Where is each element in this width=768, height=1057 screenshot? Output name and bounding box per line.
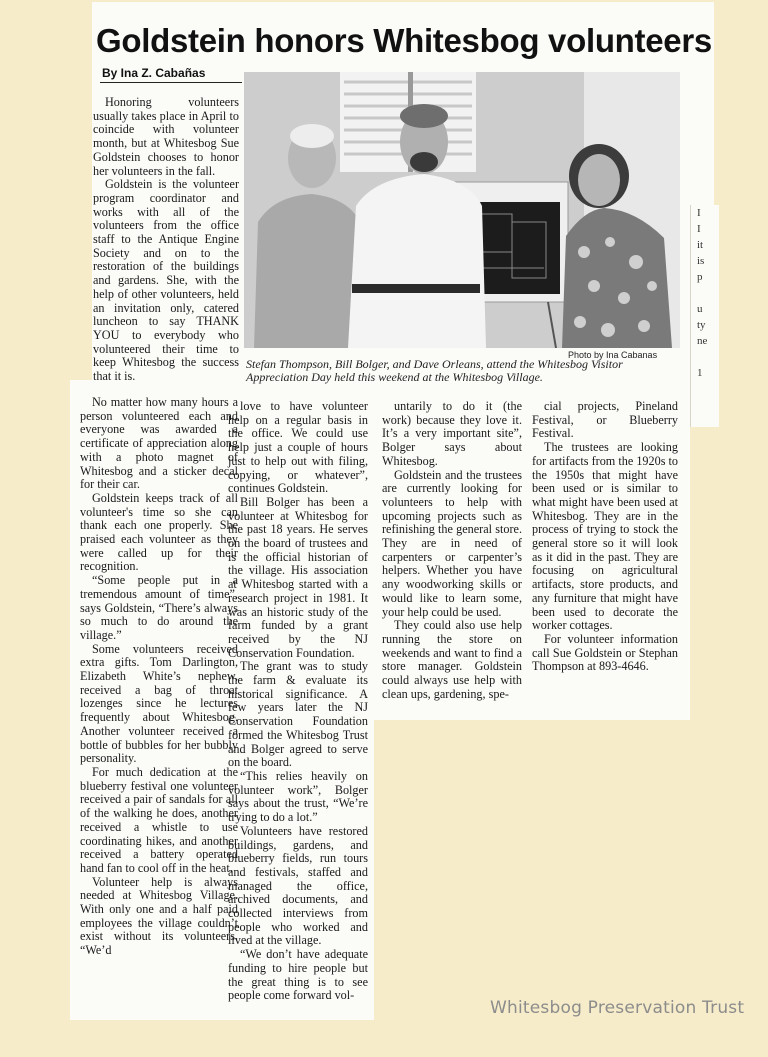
edge-fragment [691,285,719,301]
edge-fragment: ne [697,335,708,347]
article-column-2 [228,400,368,1003]
paragraph: love to have volunteer help on a regular basis in the office. We could use help just a couple of hours just to help out with filing, copying, or whatever”, continues Goldstein. [228,399,368,496]
edge-fragment [691,349,719,365]
paragraph: Some volunteers received extra gifts. Tom Darlington, Elizabeth White’s nephew, received a bag of throat lozenges since he lectures frequently about Whitesbog. Another volunteer received a bottle of bubbles for her bubbly personality. [80,641,238,766]
article-column-4 [532,400,678,674]
watermark: Whitesbog Preservation Trust [490,998,745,1018]
news-photo [244,72,680,348]
paragraph: Volunteers have restored buildings, gardens, and blueberry fields, run tours and festivals, staffed and managed the office, archived documents, and collected interviews from people who worked and lived at the village. [228,823,368,948]
paragraph: Volunteer help is always needed at Whitesbog Village. With only one and a half paid employees the village couldn’t exist without its volunteers. “We’d [80,874,238,958]
article-column-1-continued [80,396,238,958]
edge-fragment: u [697,303,703,315]
edge-fragment: p [697,271,703,283]
headline: Goldstein honors Whitesbog volunteers [96,22,712,59]
paragraph: Goldstein and the trustees are currently looking for volunteers to help with upcoming projects such as refinishing the general store. They are in need of carpenters or carpenter’s helpers. Whether you have any woodworking skills or would like to learn some, your help could be used. [382,467,522,619]
paragraph: For volunteer information call Sue Goldstein or Stephan Thompson at 893-4646. [532,631,678,674]
paragraph: “We don’t have adequate funding to hire people but the great thing is to see people come forward vol- [228,947,368,1003]
edge-fragment: I [697,207,701,219]
paragraph: They could also use help running the store on weekends and want to find a store manager. Goldstein could always use help with clean ups, gardening, spe- [382,618,522,701]
paragraph: “Some people put in a tremendous amount of time”, says Goldstein, “There’s always so much to do around the village.” [80,573,238,642]
paragraph: “This relies heavily on volunteer work”, Bolger says about the trust, “We’re trying to do a lot.” [228,768,368,825]
edge-fragment: is [697,255,705,267]
article-column-3 [382,400,522,701]
paragraph: Goldstein keeps track of all volunteer's time so she can thank each one properly. She praised each volunteer as they were called up for their recognition. [80,490,238,574]
paragraph: The grant was to study the farm & evaluate its historical significance. A few years later the NJ Conservation Foundation formed the Whitesbog Trust and Bolger agreed to serve on the board. [228,659,368,770]
edge-fragment: 1 [697,367,703,379]
photo-credit: Photo by Ina Cabanas [568,350,658,360]
paragraph: For much dedication at the blueberry festival one volunteer received a pair of sandals for all of the walking he does, another received a whistle to use coordinating hikes, and another received a battery operated hand fan to cool off in the heat. [80,764,238,875]
edge-fragment: I [697,223,701,235]
paragraph: Honoring volunteers usually takes place in April to coincide with volunteer month, but at Whitesbog Sue Goldstein chooses to honor her volunteers in the fall. [93,95,239,178]
article-column-1 [93,96,239,384]
adjacent-clipping-edge [690,205,719,427]
paragraph: The trustees are looking for artifacts from the 1920s to the 1950s that might have been used or is similar to what might have been used at Whitesbog. They are in the process of trying to stock the general store so it will look as it did in the past. They are focusing on agricultural artifacts, store products, and any furniture that might have been used to decorate the worker cottages. [532,440,678,633]
paragraph: Bill Bolger has been a volunteer at Whitesbog for the past 18 years. He serves on the board of trustees and is the official historian of the village. His association at Whitesbog started with a research project in 1981. It was an historic study of the farm funded by a grant received by the NJ Conservation Foundation. [228,494,368,660]
byline: By Ina Z. Cabañas [102,66,206,80]
edge-fragment: ty [697,319,706,331]
paragraph: untarily to do it (the work) because they love it. It’s a very important site”, Bolger says about Whitesbog. [382,399,522,468]
paragraph: cial projects, Pineland Festival, or Blueberry Festival. [532,399,678,441]
paragraph: No matter how many hours a person volunteered each and everyone was awarded a certificate of appreciation along with a photo magnet of Whitesbog and a sticker decal for their car. [80,395,238,492]
edge-fragment: it [697,239,704,251]
byline-rule [100,82,242,83]
paragraph: Goldstein is the volunteer program coordinator and works with all of the volunteers from the office staff to the Antique Engine Society and on to the restoration of the buildings and gardens. She, with the help of other volunteers, held an invitation only, catered luncheon to say THANK YOU to everybody who volunteered their time to keep Whitesbog the success that it is. [93,177,239,384]
photo-caption: Stefan Thompson, Bill Bolger, and Dave Orleans, attend the Whitesbog Visitor Appreciation Day held this weekend at the Whitesbog Village. [246,357,623,384]
photo-illustration [244,72,680,348]
